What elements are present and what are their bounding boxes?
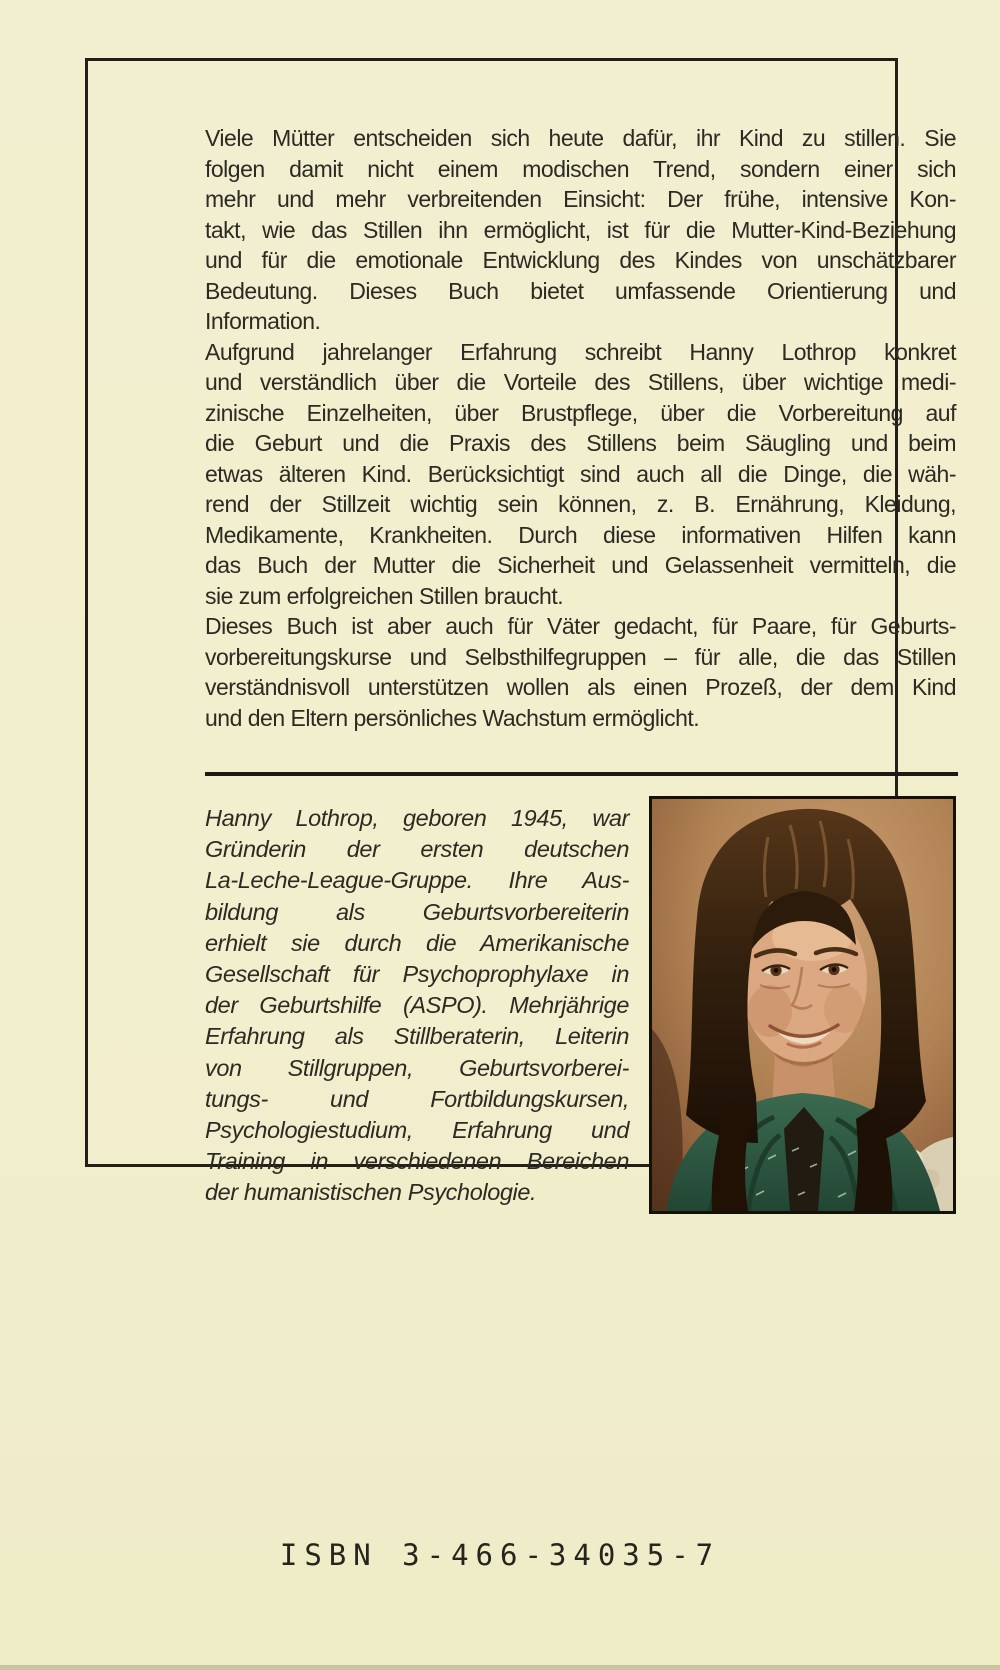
blurb-text (205, 123, 956, 733)
text-line: La-Leche-League-Gruppe. Ihre Aus- (205, 867, 629, 894)
text-line: und für die emotionale Entwicklung des Kindes von unschätzbarer (205, 247, 956, 273)
text-line: Information. (205, 308, 321, 334)
text-line: Gesellschaft für Psychoprophylaxe in (205, 961, 629, 988)
text-line: Erfahrung als Stillberaterin, Leiterin (205, 1023, 629, 1050)
blurb-paragraph-3 (205, 611, 956, 733)
text-line: rend der Stillzeit wichtig sein können, z. B. Ernährung, Kleidung, (205, 491, 956, 517)
text-line: sie zum erfolgreichen Stillen braucht. (205, 582, 564, 609)
text-line: Gründerin der ersten deutschen (205, 836, 629, 863)
text-line: tungs- und Fortbildungskursen, (205, 1085, 629, 1112)
cover-text-box (85, 58, 956, 1206)
text-line: zinische Einzelheiten, über Brustpflege, über die Vorbereitung auf (205, 399, 956, 426)
text-line: Training in verschiedenen Bereichen (205, 1148, 629, 1175)
isbn-text: ISBN 3-466-34035-7 (279, 1538, 721, 1572)
text-line: Psychologiestudium, Erfahrung und (205, 1117, 629, 1144)
text-line: und den Eltern persönliches Wachstum ermöglicht. (205, 704, 700, 731)
author-photo-illustration (652, 799, 953, 1211)
cheek-shade-left (748, 985, 792, 1037)
cheek-shade-right (824, 985, 864, 1033)
text-line: und verständlich über die Vorteile des Stillens, über wichtige medi- (205, 369, 956, 395)
text-line: Hanny Lothrop, geboren 1945, war (205, 805, 629, 831)
author-photo (649, 796, 956, 1214)
text-line: verständnisvoll unterstützen wollen als einen Prozeß, der dem Kind (205, 674, 956, 700)
text-line: mehr und mehr verbreitenden Einsicht: Der frühe, intensive Kon- (205, 186, 956, 212)
text-line: Aufgrund jahrelanger Erfahrung schreibt Hanny Lothrop konkret (205, 338, 956, 365)
text-line: von Stillgruppen, Geburtsvorberei- (205, 1054, 629, 1081)
text-line: etwas älteren Kind. Berücksichtigt sind auch all die Dinge, die wäh- (205, 460, 956, 487)
blurb-paragraph-1 (205, 123, 956, 337)
text-line: Bedeutung. Dieses Buch bietet umfassende Orientierung und (205, 277, 956, 304)
text-line: Viele Mütter entscheiden sich heute dafür, ihr Kind zu stillen. Sie (205, 125, 956, 151)
text-line: das Buch der Mutter die Sicherheit und Gelassenheit vermitteln, die (205, 552, 956, 578)
scan-edge-shadow (0, 1665, 1000, 1670)
text-line: die Geburt und die Praxis des Stillens beim Säugling und beim (205, 430, 956, 456)
text-line: der humanistischen Psychologie. (205, 1179, 537, 1206)
text-line: Medikamente, Krankheiten. Durch diese informativen Hilfen kann (205, 521, 956, 548)
text-line: Dieses Buch ist aber auch für Väter gedacht, für Paare, für Geburts- (205, 613, 956, 639)
text-line: der Geburtshilfe (ASPO). Mehrjährige (205, 992, 629, 1019)
text-line: bildung als Geburtsvorbereiterin (205, 898, 629, 925)
blurb-paragraph-2 (205, 337, 956, 612)
text-line: vorbereitungskurse und Selbsthilfegruppen – für alle, die das Stillen (205, 643, 956, 670)
author-bio-text (205, 803, 629, 1209)
section-divider-rule (205, 772, 958, 776)
text-line: folgen damit nicht einem modischen Trend, sondern einer sich (205, 155, 956, 182)
text-line: takt, wie das Stillen ihn ermöglicht, ist für die Mutter-Kind-Beziehung (205, 216, 956, 243)
text-line: erhielt sie durch die Amerikanische (205, 929, 629, 956)
